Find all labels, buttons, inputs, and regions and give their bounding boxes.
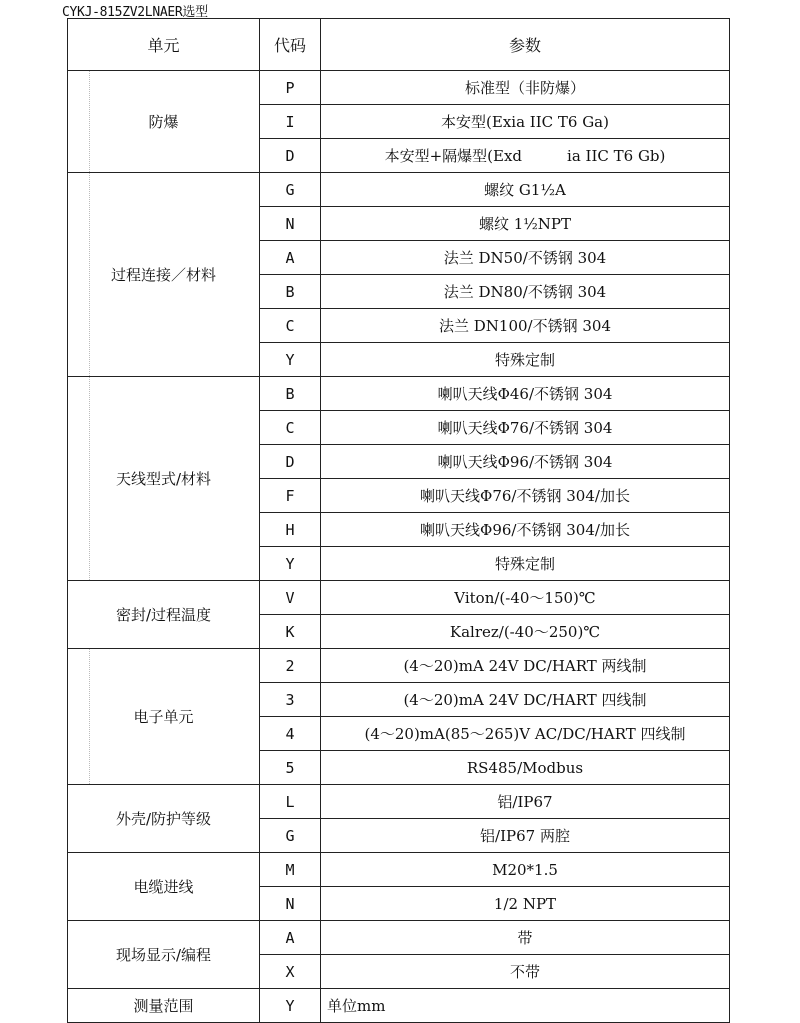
- code-cell: B: [260, 275, 321, 309]
- code-cell: 3: [260, 683, 321, 717]
- param-cell: Viton/(-40～150)℃: [321, 581, 730, 615]
- param-cell: 本安型(Exia IIC T6 Ga): [321, 105, 730, 139]
- param-cell: (4～20)mA 24V DC/HART 两线制: [321, 649, 730, 683]
- unit-label: 电缆进线: [133, 878, 194, 896]
- table-row: [68, 853, 730, 887]
- unit-label: 现场显示/编程: [115, 946, 212, 964]
- unit-cell: [68, 581, 260, 649]
- code-cell: A: [260, 921, 321, 955]
- code-cell: F: [260, 479, 321, 513]
- code-cell: N: [260, 887, 321, 921]
- param-cell: 法兰 DN100/不锈钢 304: [321, 309, 730, 343]
- code-cell: C: [260, 309, 321, 343]
- unit-label: 电子单元: [133, 708, 194, 726]
- table-row: [68, 649, 730, 683]
- code-cell: I: [260, 105, 321, 139]
- code-cell: G: [260, 819, 321, 853]
- unit-label: 外壳/防护等级: [115, 810, 212, 828]
- code-cell: C: [260, 411, 321, 445]
- param-cell: 喇叭天线Φ96/不锈钢 304: [321, 445, 730, 479]
- code-cell: P: [260, 71, 321, 105]
- param-cell: M20*1.5: [321, 853, 730, 887]
- unit-cell: [68, 989, 260, 1023]
- param-cell: 法兰 DN50/不锈钢 304: [321, 241, 730, 275]
- param-cell: 喇叭天线Φ76/不锈钢 304: [321, 411, 730, 445]
- code-cell: B: [260, 377, 321, 411]
- code-cell: H: [260, 513, 321, 547]
- unit-cell: [68, 785, 260, 853]
- code-cell: Y: [260, 989, 321, 1023]
- table-row: [68, 989, 730, 1023]
- dotted-guide-line: [89, 377, 90, 580]
- param-cell: 本安型+隔爆型(Exd ia IIC T6 Gb): [321, 139, 730, 173]
- unit-label: 过程连接／材料: [110, 266, 216, 284]
- table-header-row: [68, 19, 730, 71]
- param-cell: 不带: [321, 955, 730, 989]
- param-cell: 铝/IP67 两腔: [321, 819, 730, 853]
- code-cell: K: [260, 615, 321, 649]
- code-cell: 4: [260, 717, 321, 751]
- unit-label: 防爆: [148, 113, 179, 131]
- param-cell: 铝/IP67: [321, 785, 730, 819]
- param-cell: 单位mm: [321, 989, 730, 1023]
- table-row: [68, 581, 730, 615]
- param-cell: Kalrez/(-40～250)℃: [321, 615, 730, 649]
- unit-cell: [68, 649, 260, 785]
- unit-cell: [68, 853, 260, 921]
- code-cell: D: [260, 445, 321, 479]
- param-cell: 标准型（非防爆）: [321, 71, 730, 105]
- param-cell: 螺纹 1½NPT: [321, 207, 730, 241]
- unit-cell: [68, 921, 260, 989]
- code-cell: 5: [260, 751, 321, 785]
- param-cell: RS485/Modbus: [321, 751, 730, 785]
- param-cell: 特殊定制: [321, 547, 730, 581]
- code-cell: V: [260, 581, 321, 615]
- table-row: [68, 71, 730, 105]
- table-row: [68, 377, 730, 411]
- param-cell: 1/2 NPT: [321, 887, 730, 921]
- unit-label: 天线型式/材料: [115, 470, 212, 488]
- unit-cell: [68, 173, 260, 377]
- code-cell: G: [260, 173, 321, 207]
- code-cell: L: [260, 785, 321, 819]
- param-cell: 喇叭天线Φ76/不锈钢 304/加长: [321, 479, 730, 513]
- param-cell: 喇叭天线Φ46/不锈钢 304: [321, 377, 730, 411]
- code-cell: Y: [260, 343, 321, 377]
- unit-label: 测量范围: [133, 997, 194, 1015]
- param-cell: (4～20)mA 24V DC/HART 四线制: [321, 683, 730, 717]
- model-selection-table: [67, 18, 730, 1023]
- code-cell: 2: [260, 649, 321, 683]
- param-cell: 喇叭天线Φ96/不锈钢 304/加长: [321, 513, 730, 547]
- dotted-guide-line: [89, 649, 90, 784]
- unit-label: 密封/过程温度: [115, 606, 212, 624]
- code-cell: A: [260, 241, 321, 275]
- header-unit: 单元: [68, 19, 260, 71]
- unit-cell: [68, 71, 260, 173]
- code-cell: M: [260, 853, 321, 887]
- table-row: [68, 785, 730, 819]
- header-code: 代码: [260, 19, 321, 71]
- param-cell: 法兰 DN80/不锈钢 304: [321, 275, 730, 309]
- dotted-guide-line: [89, 71, 90, 172]
- code-cell: N: [260, 207, 321, 241]
- header-param: 参数: [321, 19, 730, 71]
- dotted-guide-line: [89, 173, 90, 376]
- table-row: [68, 921, 730, 955]
- param-cell: (4～20)mA(85～265)V AC/DC/HART 四线制: [321, 717, 730, 751]
- param-cell: 螺纹 G1½A: [321, 173, 730, 207]
- param-cell: 带: [321, 921, 730, 955]
- code-cell: Y: [260, 547, 321, 581]
- unit-cell: [68, 377, 260, 581]
- param-cell: 特殊定制: [321, 343, 730, 377]
- code-cell: D: [260, 139, 321, 173]
- table-caption: CYKJ-815ZV2LNAER选型: [62, 5, 208, 20]
- code-cell: X: [260, 955, 321, 989]
- table-row: [68, 173, 730, 207]
